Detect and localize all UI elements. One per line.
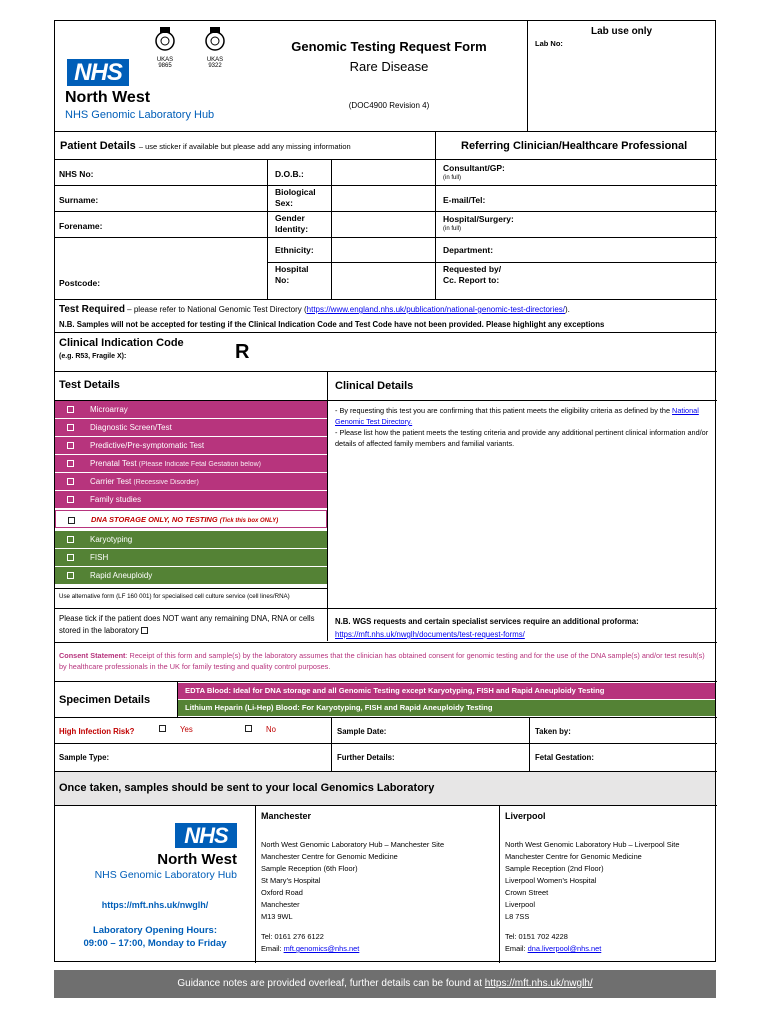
checkbox[interactable] (67, 554, 74, 561)
dob-field[interactable] (333, 160, 433, 184)
ukas-label-2: UKAS (206, 57, 224, 63)
surname-label: Surname: (59, 195, 99, 205)
hospital-in-full: (in full) (443, 226, 462, 232)
dob-label: D.O.B.: (275, 169, 304, 179)
send-url[interactable]: https://mft.nhs.uk/nwglh/ (101, 900, 209, 910)
clinical-details-line2: - Please list how the patient meets the testing criteria and provide any additional pertinent clinical information and/or details of affected family members and familial variants. (335, 428, 709, 448)
test-option-prenatal[interactable]: Prenatal Test (Please Indicate Fetal Gestation below) (55, 455, 327, 473)
form-title: Genomic Testing Request Form (291, 39, 487, 54)
test-option-karyotyping[interactable]: Karyotyping (55, 531, 327, 549)
ukas-crown-icon (152, 25, 178, 55)
checkbox[interactable] (67, 572, 74, 579)
consultant-in-full: (in full) (443, 175, 462, 181)
ukas-number-2: 9322 (208, 63, 222, 69)
gender-field[interactable] (333, 212, 433, 236)
test-option-predictive[interactable]: Predictive/Pre-symptomatic Test (55, 437, 327, 455)
clinical-indication-example: (e.g. R53, Fragile X): (59, 353, 127, 360)
nhs-no-field[interactable] (115, 160, 265, 184)
wgs-nb: N.B. WGS requests and certain specialist services require an additional proforma: (335, 617, 639, 626)
clinical-indication-prefix: R (235, 341, 250, 363)
sample-type-label: Sample Type: (59, 753, 110, 762)
liverpool-address: North West Genomic Laboratory Hub – Liverpool Site Manchester Centre for Genomic Medicine Sample Reception (2nd Floor) Liverpool Women’s Hospital Crown Street Liverpool L8 7SS (505, 840, 680, 921)
liverpool-email[interactable]: dna.liverpool@nhs.net (527, 944, 602, 953)
sample-date-label: Sample Date: (337, 727, 387, 736)
lab-use-label: Lab use only (591, 26, 653, 37)
test-option-microarray[interactable]: Microarray (55, 401, 327, 419)
test-option-dna-storage[interactable]: DNA STORAGE ONLY, NO TESTING (Tick this box ONLY) (55, 510, 327, 528)
test-required-line: Test Required – please refer to National Genomic Test Directory (https://www.england.nhs.uk/publication/national-genomic-test-directories/). (59, 304, 570, 315)
high-risk-yes[interactable]: Yes (159, 725, 193, 734)
org-subtitle: NHS Genomic Laboratory Hub (65, 109, 215, 121)
clinical-details-text (335, 405, 711, 449)
ukas-number-1: 9865 (158, 63, 172, 69)
postcode-field[interactable] (115, 238, 265, 298)
manchester-tel: Tel: 0161 276 6122 (261, 932, 324, 941)
test-option-carrier[interactable]: Carrier Test (Recessive Disorder) (55, 473, 327, 491)
bio-sex-label: Biological Sex: (275, 187, 316, 208)
form-subtitle: Rare Disease (349, 59, 429, 74)
ukas-badge-2 (197, 25, 233, 69)
checkbox[interactable] (67, 460, 74, 467)
ukas-badge-1 (147, 25, 183, 69)
nhs-no-label: NHS No: (59, 169, 94, 179)
ethnicity-label: Ethnicity: (275, 245, 314, 255)
send-org-name: North West (157, 851, 237, 868)
department-label: Department: (443, 245, 494, 255)
clinical-details-heading: Clinical Details (335, 380, 414, 392)
gender-label: Gender Identity: (275, 213, 309, 234)
patient-heading: Patient Details – use sticker if available but please add any missing information (60, 140, 351, 152)
test-directory-link[interactable]: https://www.england.nhs.uk/publication/national-genomic-test-directories/ (306, 305, 566, 314)
directory-link[interactable]: National Genomic Test Directory. (335, 406, 699, 426)
hospital-surgery-label: Hospital/Surgery: (443, 214, 514, 224)
further-details-label: Further Details: (337, 753, 395, 762)
specimen-heading: Specimen Details (59, 694, 151, 706)
manchester-email[interactable]: mft.genomics@nhs.net (283, 944, 360, 953)
bio-sex-field[interactable] (333, 186, 433, 210)
checkbox[interactable] (68, 517, 75, 524)
checkbox[interactable] (67, 536, 74, 543)
manchester-heading: Manchester (261, 811, 312, 821)
liverpool-tel: Tel: 0151 702 4228 (505, 932, 568, 941)
yes-checkbox[interactable] (159, 725, 166, 732)
consent-statement: Consent Statement: Receipt of this form and sample(s) by the laboratory assumes that the clinician has obtained consent for genomic testing and for the use of the DNA sample(s) and/or test result(s) by healthcare professionals in the UK for family testing and quality control purposes. (59, 651, 705, 671)
guidance-footer: Guidance notes are provided overleaf, further details can be found at https://mft.nhs.uk/nwglh/ (54, 970, 716, 998)
test-option-fish[interactable]: FISH (55, 549, 327, 567)
fetal-gestation-label: Fetal Gestation: (535, 753, 594, 762)
checkbox[interactable] (67, 442, 74, 449)
high-risk-no[interactable]: No (245, 725, 276, 734)
edta-note: EDTA Blood: Ideal for DNA storage and all Genomic Testing except Karyotyping, FISH and Rapid Aneuploidy Testing (177, 683, 715, 699)
footer-link[interactable]: https://mft.nhs.uk/nwglh/ (484, 978, 593, 989)
nhs-logo-small: NHS (175, 823, 237, 848)
alt-form-note: Use alternative form (LF 160 001) for specialised cell culture service (cell lines/RNA) (59, 593, 290, 600)
opening-hours: 09:00 – 17:00, Monday to Friday (83, 938, 227, 949)
checkbox[interactable] (67, 478, 74, 485)
request-form (54, 20, 716, 962)
ethnicity-field[interactable] (333, 238, 433, 261)
surname-field[interactable] (115, 186, 265, 210)
consultant-label: Consultant/GP: (443, 163, 505, 173)
hospital-surgery-field[interactable] (525, 212, 715, 236)
checkbox[interactable] (67, 496, 74, 503)
ukas-crown-icon (202, 25, 228, 55)
clinical-details-line1: - By requesting this test you are confirming that this patient meets the eligibility criteria as defined by the National Genomic Test Directory. (335, 406, 699, 426)
no-checkbox[interactable] (245, 725, 252, 732)
test-option-rapid-aneuploidy[interactable]: Rapid Aneuploidy (55, 567, 327, 585)
test-option-diagnostic[interactable]: Diagnostic Screen/Test (55, 419, 327, 437)
high-risk-label: High Infection Risk? (59, 727, 135, 736)
lithium-note: Lithium Heparin (Li-Hep) Blood: For Karyotyping, FISH and Rapid Aneuploidy Testing (177, 700, 715, 716)
test-required-nb: N.B. Samples will not be accepted for testing if the Clinical Indication Code and Test Code have not been provided. Please highlight any exceptions (59, 320, 605, 329)
clinical-details-field[interactable] (331, 451, 713, 605)
liverpool-email-line: Email: dna.liverpool@nhs.net (505, 944, 602, 953)
send-org-subtitle: NHS Genomic Laboratory Hub (94, 869, 237, 881)
ukas-label-1: UKAS (156, 57, 174, 63)
wgs-proforma-link[interactable]: https://mft.nhs.uk/nwglh/documents/test-request-forms/ (335, 630, 525, 639)
taken-by-label: Taken by: (535, 727, 571, 736)
requested-by-label: Requested by/ Cc. Report to: (443, 264, 502, 285)
clinical-indication-heading: Clinical Indication Code (59, 337, 184, 349)
email-field[interactable] (519, 186, 715, 210)
hospital-no-label: Hospital No: (275, 264, 309, 285)
postcode-label: Postcode: (59, 278, 101, 288)
manchester-email-line: Email: mft.genomics@nhs.net (261, 944, 360, 953)
forename-label: Forename: (59, 221, 103, 231)
manchester-address: North West Genomic Laboratory Hub – Manchester Site Manchester Centre for Genomic Medicine Sample Reception (6th Floor) St Mary’s Hospital Oxford Road Manchester M13 9WL (261, 840, 445, 921)
opening-hours-title: Laboratory Opening Hours: (92, 925, 218, 936)
test-required-heading: Test Required (59, 304, 125, 315)
forename-field[interactable] (115, 212, 265, 236)
no-storage-checkbox[interactable] (141, 627, 148, 634)
email-label: E-mail/Tel: (443, 195, 486, 205)
lab-no-label: Lab No: (535, 39, 563, 48)
test-details-heading: Test Details (59, 379, 120, 391)
checkbox[interactable] (67, 424, 74, 431)
hospital-no-field[interactable] (333, 263, 433, 298)
doc-reference: (DOC4900 Revision 4) (348, 101, 430, 110)
org-name: North West (65, 89, 151, 106)
send-heading: Once taken, samples should be sent to your local Genomics Laboratory (55, 772, 715, 805)
liverpool-heading: Liverpool (505, 811, 546, 821)
requested-by-field[interactable] (519, 263, 715, 298)
consultant-field[interactable] (519, 160, 715, 184)
department-field[interactable] (519, 238, 715, 261)
test-option-family[interactable]: Family studies (55, 491, 327, 509)
checkbox[interactable] (67, 406, 74, 413)
clinician-heading: Referring Clinician/Healthcare Professional (461, 140, 688, 152)
clinical-indication-field[interactable] (255, 335, 715, 369)
nhs-logo: NHS (67, 59, 129, 86)
no-storage-note: Please tick if the patient does NOT want any remaining DNA, RNA or cells stored in the laboratory (59, 614, 315, 635)
